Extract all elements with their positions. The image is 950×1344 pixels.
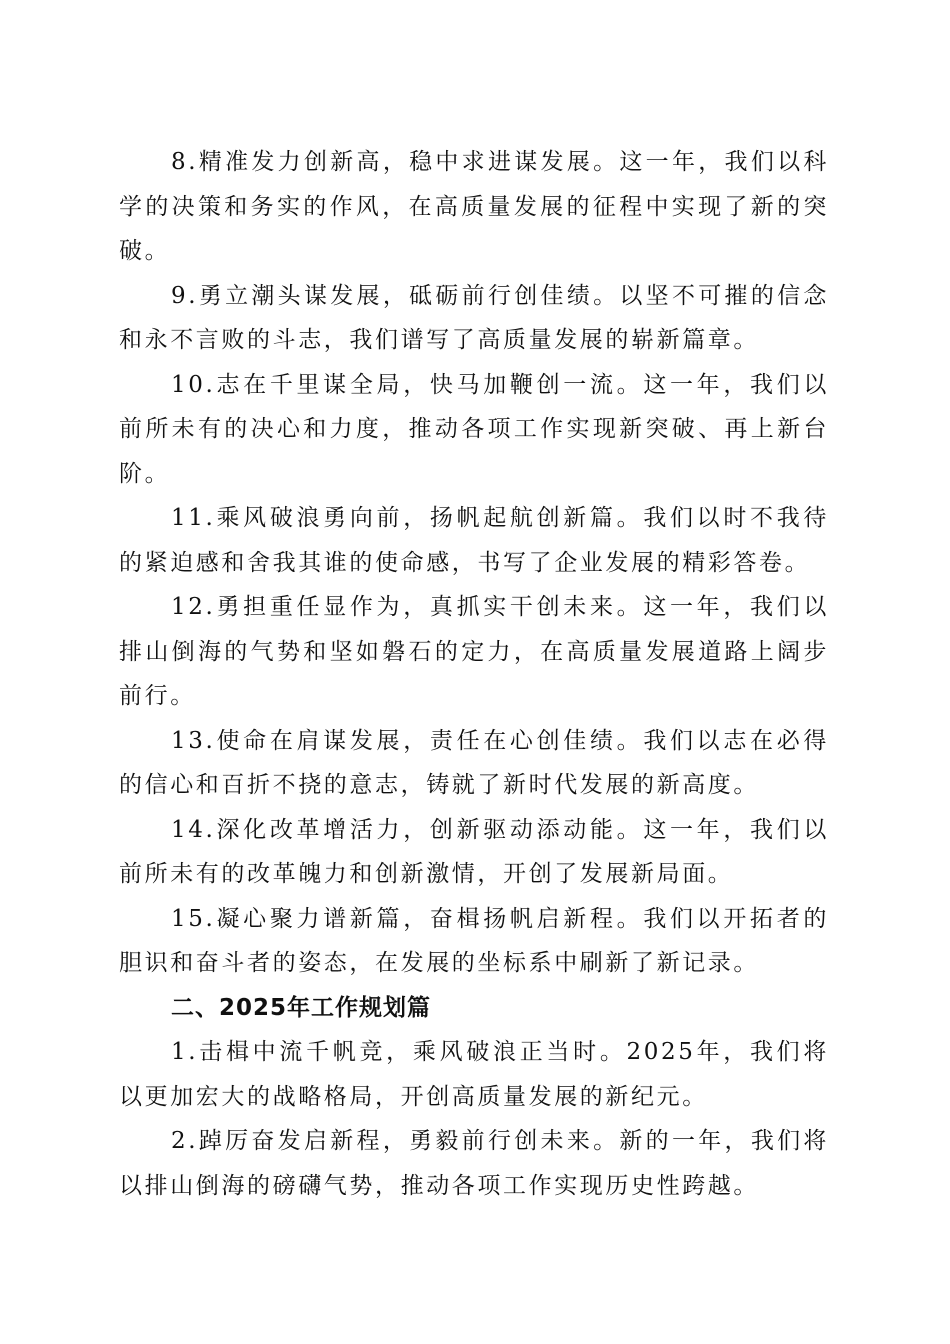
- paragraph-15: 15.凝心聚力谱新篇，奋楫扬帆启新程。我们以开拓者的胆识和奋斗者的姿态，在发展的坐标系中刷新了新记录。: [119, 905, 829, 976]
- paragraph-14: 14.深化改革增活力，创新驱动添动能。这一年，我们以前所未有的改革魄力和创新激情，开创了发展新局面。: [119, 816, 829, 887]
- paragraph-12: 12.勇担重任显作为，真抓实干创未来。这一年，我们以排山倒海的气势和坚如磐石的定力，在高质量发展道路上阔步前行。: [119, 594, 829, 709]
- document-body: [119, 140, 829, 1208]
- paragraph-13: 13.使命在肩谋发展，责任在心创佳绩。我们以志在必得的信心和百折不挠的意志，铸就了新时代发展的新高度。: [119, 727, 829, 798]
- section-heading: 二、2025年工作规划篇: [171, 994, 432, 1021]
- plan-paragraph-2: 2.踔厉奋发启新程，勇毅前行创未来。新的一年，我们将以排山倒海的磅礴气势，推动各项工作实现历史性跨越。: [119, 1128, 829, 1199]
- plan-paragraph-1: 1.击楫中流千帆竞，乘风破浪正当时。2025年，我们将以更加宏大的战略格局，开创高质量发展的新纪元。: [119, 1039, 829, 1110]
- paragraph-9: 9.勇立潮头谋发展，砥砺前行创佳绩。以坚不可摧的信念和永不言败的斗志，我们谱写了高质量发展的崭新篇章。: [119, 282, 829, 353]
- paragraph-10: 10.志在千里谋全局，快马加鞭创一流。这一年，我们以前所未有的决心和力度，推动各项工作实现新突破、再上新台阶。: [119, 371, 829, 487]
- paragraph-11: 11.乘风破浪勇向前，扬帆起航创新篇。我们以时不我待的紧迫感和舍我其谁的使命感，书写了企业发展的精彩答卷。: [119, 505, 829, 576]
- paragraph-8: 8.精准发力创新高，稳中求进谋发展。这一年，我们以科学的决策和务实的作风，在高质量发展的征程中实现了新的突破。: [119, 149, 829, 264]
